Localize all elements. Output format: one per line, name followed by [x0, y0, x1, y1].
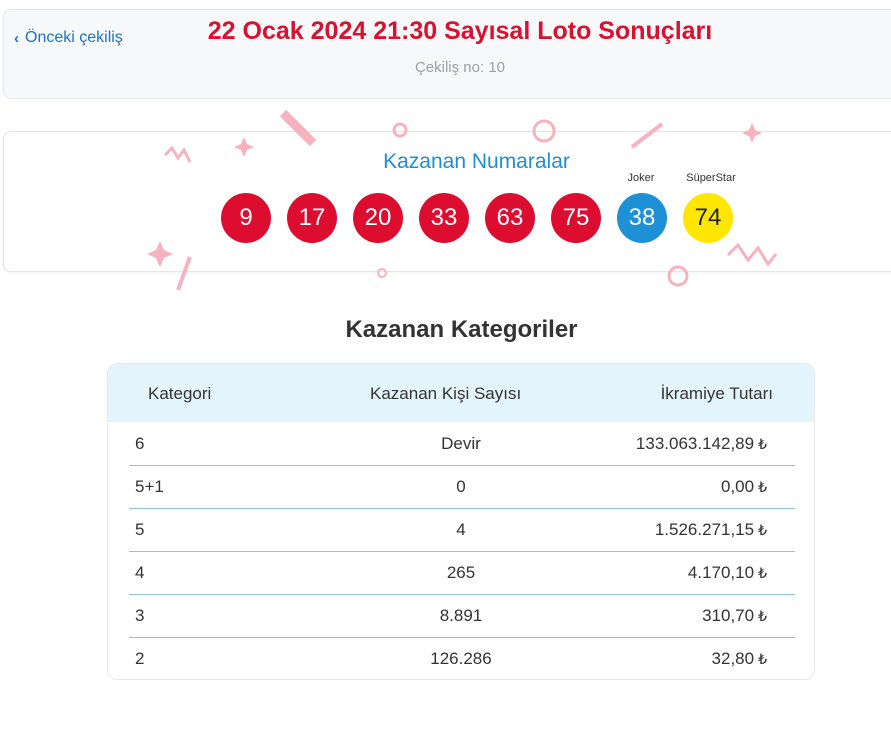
chevron-left-icon: ‹ [14, 29, 19, 47]
header-category: Kategori [148, 384, 212, 403]
winners-cell: 0 [456, 477, 466, 496]
prize-cell [636, 434, 767, 454]
ball-number-3: 20 [353, 193, 403, 243]
winning-numbers-title: Kazanan Numaralar [383, 150, 570, 173]
winners-cell: 265 [446, 563, 476, 582]
prize-value: 133.063.142,89 [635, 434, 755, 453]
draw-number: Çekiliş no: 10 [414, 59, 506, 76]
prize-value: 0,00 [720, 477, 755, 496]
category-cell: 5+1 [135, 477, 164, 496]
prize-cell [702, 606, 767, 626]
categories-table [107, 363, 815, 680]
table-row [129, 594, 795, 638]
header-prize: İkramiye Tutarı [660, 384, 773, 403]
joker-label: Joker [627, 172, 655, 184]
lira-icon: ₺ [758, 522, 767, 538]
ball-number-2: 17 [287, 193, 337, 243]
lira-icon: ₺ [758, 565, 767, 581]
prize-cell [655, 520, 767, 540]
table-row [129, 508, 795, 552]
prize-value: 310,70 [702, 606, 755, 625]
prize-cell [688, 563, 767, 583]
category-cell: 4 [135, 563, 145, 582]
prize-cell [712, 649, 767, 669]
winners-cell: 8.891 [439, 606, 483, 625]
winners-cell: Devir [441, 434, 481, 453]
table-row [129, 637, 795, 680]
lira-icon: ₺ [758, 608, 767, 624]
table-row [129, 465, 795, 509]
ball-number-6: 75 [551, 193, 601, 243]
joker-ball: 38 [617, 193, 667, 243]
header-winners: Kazanan Kişi Sayısı [370, 384, 522, 403]
lira-icon: ₺ [758, 651, 767, 667]
prize-value: 1.526.271,15 [654, 520, 755, 539]
category-cell: 6 [135, 434, 145, 453]
lira-icon: ₺ [758, 479, 767, 495]
categories-title: Kazanan Kategoriler [345, 316, 578, 343]
previous-draw-label: Önceki çekiliş [25, 29, 123, 46]
prize-cell [721, 477, 767, 497]
table-row [129, 551, 795, 595]
prize-value: 4.170,10 [687, 563, 755, 582]
winners-cell: 4 [456, 520, 466, 539]
category-cell: 3 [135, 606, 145, 625]
category-cell: 5 [135, 520, 145, 539]
ball-number-5: 63 [485, 193, 535, 243]
prize-value: 32,80 [711, 649, 755, 668]
page-title: 22 Ocak 2024 21:30 Sayısal Loto Sonuçları [207, 17, 713, 45]
table-header [108, 364, 814, 422]
table-row [129, 422, 795, 466]
ball-number-4: 33 [419, 193, 469, 243]
superstar-label: SüperStar [686, 172, 736, 184]
category-cell: 2 [135, 649, 145, 668]
superstar-ball: 74 [683, 193, 733, 243]
lira-icon: ₺ [758, 436, 767, 452]
winners-cell: 126.286 [430, 649, 492, 668]
ball-number-1: 9 [221, 193, 271, 243]
